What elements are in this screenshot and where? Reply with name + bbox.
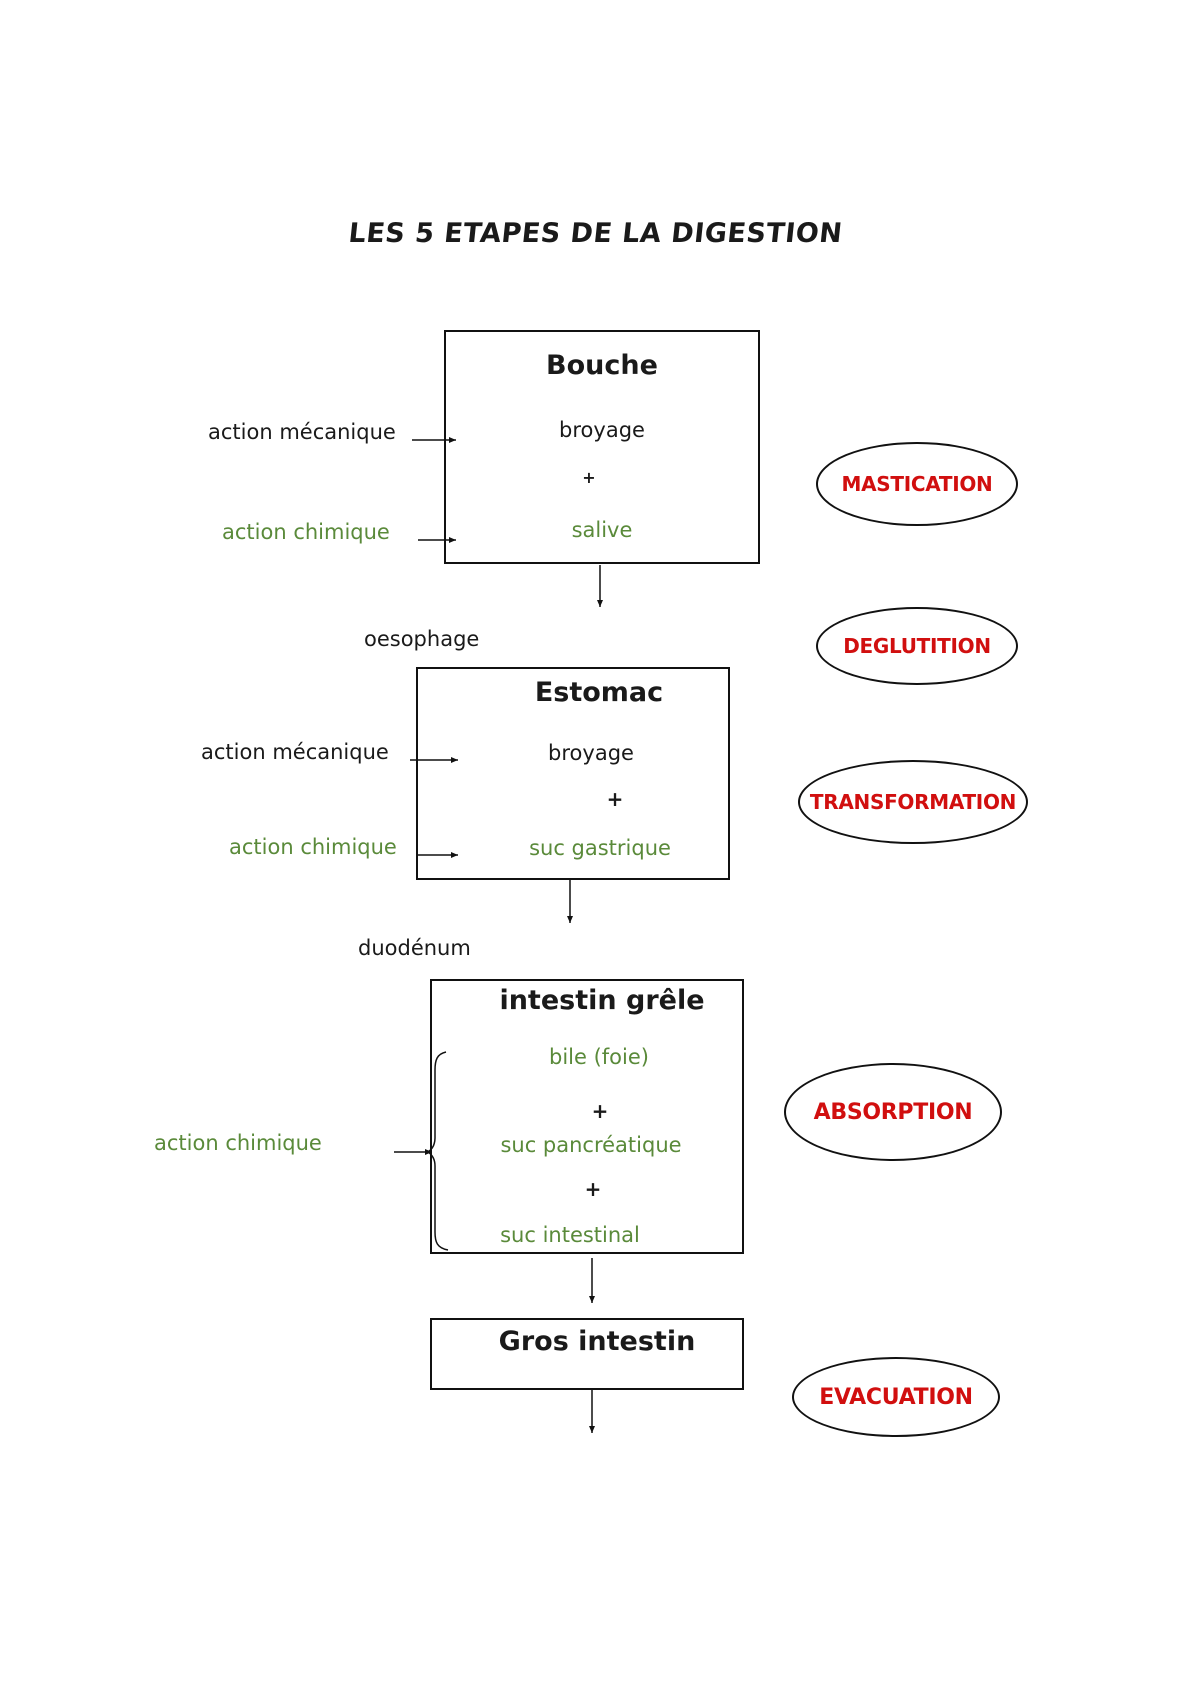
grele-action-chimique: action chimique: [154, 1131, 322, 1155]
grele-suc-intestinal: suc intestinal: [500, 1223, 640, 1247]
bouche-action-mecanique: action mécanique: [208, 420, 396, 444]
stage-evacuation-label: EVACUATION: [819, 1384, 973, 1410]
estomac-broyage: broyage: [548, 741, 634, 765]
box-intestin-grele: [430, 979, 744, 1254]
diagram-title: LES 5 ETAPES DE LA DIGESTION: [347, 218, 844, 249]
box-estomac: [416, 667, 730, 880]
estomac-action-chimique: action chimique: [229, 835, 397, 859]
stage-evacuation: [792, 1357, 1000, 1437]
estomac-plus: +: [606, 787, 624, 811]
stage-deglutition-label: DEGLUTITION: [843, 634, 991, 658]
grele-suc-pancreatique: suc pancréatique: [500, 1133, 682, 1157]
stage-mastication-label: MASTICATION: [841, 472, 993, 496]
box-bouche: [444, 330, 760, 564]
grele-bile: bile (foie): [549, 1045, 649, 1069]
box-gros-intestin: [430, 1318, 744, 1390]
estomac-action-mecanique: action mécanique: [201, 740, 389, 764]
stage-absorption-label: ABSORPTION: [813, 1099, 973, 1125]
oesophage-label: oesophage: [364, 627, 480, 651]
box-grele-title: intestin grêle: [499, 985, 705, 1016]
estomac-suc-gastrique: suc gastrique: [529, 836, 671, 860]
bouche-plus: +: [582, 468, 596, 487]
stage-transformation: [798, 760, 1028, 844]
box-estomac-title: Estomac: [534, 677, 664, 708]
box-bouche-title: Bouche: [546, 350, 658, 381]
stage-deglutition: [816, 607, 1018, 685]
bouche-action-chimique: action chimique: [222, 520, 390, 544]
grele-plus-2: +: [584, 1177, 602, 1201]
bouche-broyage: broyage: [559, 418, 645, 442]
grele-plus-1: +: [591, 1099, 609, 1123]
duodenum-label: duodénum: [358, 936, 471, 960]
stage-mastication: [816, 442, 1018, 526]
stage-transformation-label: TRANSFORMATION: [809, 790, 1017, 814]
stage-absorption: [784, 1063, 1002, 1161]
box-gros-intestin-title: Gros intestin: [498, 1326, 696, 1357]
bouche-salive: salive: [571, 518, 633, 542]
